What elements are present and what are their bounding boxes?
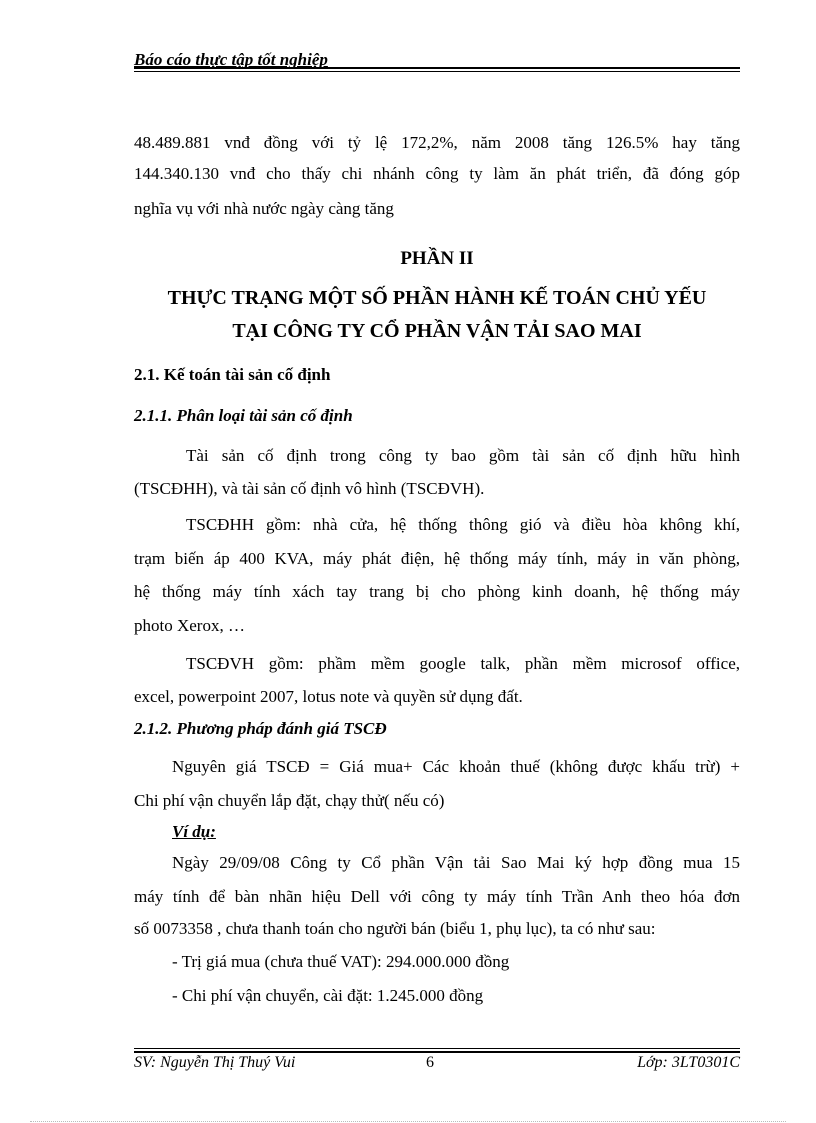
part-label: PHẦN II [400, 248, 474, 269]
para1-line-1: Tài sản cố định trong công ty bao gồm tài sản cố định hữu hình [186, 446, 740, 465]
para2-line-1: TSCĐHH gồm: nhà cửa, hệ thống thông gió và điều hòa không khí, [186, 515, 740, 534]
section-2-1-1-heading: 2.1.1. Phân loại tài sản cố định [134, 406, 353, 425]
bullet-purchase-price: - Trị giá mua (chưa thuế VAT): 294.000.000 đồng [172, 952, 510, 971]
intro-line-3: nghĩa vụ với nhà nước ngày càng tăng [134, 199, 394, 218]
para3-line-2: excel, powerpoint 2007, lotus note và quyền sử dụng đất. [134, 687, 523, 706]
footer-rule [134, 1048, 740, 1053]
header-rule [134, 67, 740, 72]
example-line-3: số 0073358 , chưa thanh toán cho người bán (biểu 1, phụ lục), ta có như sau: [134, 919, 656, 938]
para2-line-3: hệ thống máy tính xách tay trang bị cho phòng kinh doanh, hệ thống máy [134, 582, 740, 601]
example-line-2: máy tính để bàn nhãn hiệu Dell với công ty máy tính Trần Anh theo hóa đơn [134, 887, 740, 906]
example-label: Ví dụ: [172, 822, 216, 841]
formula-line-1: Nguyên giá TSCĐ = Giá mua+ Các khoản thuế (không được khấu trừ) + [172, 757, 740, 776]
footer-student: SV: Nguyễn Thị Thuý Vui [134, 1054, 296, 1071]
part-title-line-1: THỰC TRẠNG MỘT SỐ PHẦN HÀNH KẾ TOÁN CHỦ YẾU [167, 287, 707, 309]
page-edge-divider [30, 1121, 786, 1122]
intro-line-1: 48.489.881 vnđ đồng với tỷ lệ 172,2%, năm 2008 tăng 126.5% hay tăng [134, 133, 740, 152]
para2-line-4: photo Xerox, … [134, 616, 245, 635]
para3-line-1: TSCĐVH gồm: phầm mềm google talk, phần mềm microsof office, [186, 654, 740, 673]
para2-line-2: trạm biến áp 400 KVA, máy phát điện, hệ thống máy tính, máy in văn phòng, [134, 549, 740, 568]
section-2-1-2-heading: 2.1.2. Phương pháp đánh giá TSCĐ [134, 719, 387, 738]
para1-line-2: (TSCĐHH), và tài sản cố định vô hình (TSCĐVH). [134, 479, 485, 498]
header-title: Báo cáo thực tập tốt nghiệp [134, 50, 328, 69]
footer-class: Lớp: 3LT0301C [637, 1054, 740, 1071]
bullet-shipping-cost: - Chi phí vận chuyển, cài đặt: 1.245.000 đồng [172, 986, 484, 1005]
part-title-line-2: TẠI CÔNG TY CỔ PHẦN VẬN TẢI SAO MAI [232, 320, 642, 342]
section-2-1-heading: 2.1. Kế toán tài sản cố định [134, 365, 331, 384]
intro-line-2: 144.340.130 vnđ cho thấy chi nhánh công ty làm ăn phát triển, đã đóng góp [134, 164, 740, 183]
formula-line-2: Chi phí vận chuyển lắp đặt, chạy thử( nếu có) [134, 791, 445, 810]
footer-page-number: 6 [426, 1054, 434, 1071]
example-line-1: Ngày 29/09/08 Công ty Cổ phần Vận tải Sao Mai ký hợp đồng mua 15 [172, 853, 740, 872]
